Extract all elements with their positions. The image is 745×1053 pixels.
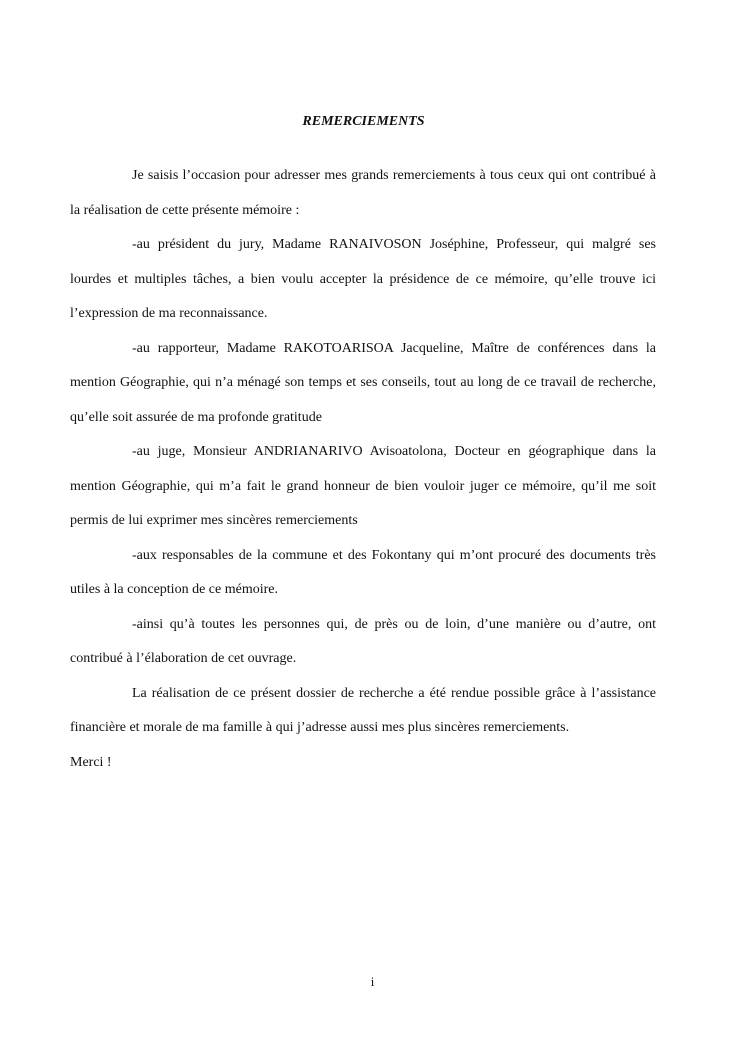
paragraph-rapporteur: -au rapporteur, Madame RAKOTOARISOA Jacqueline, Maître de conférences dans la mention Géographie, qui n’a ménagé son temps et ses conseils, tout au long de ce travail de recherche, qu’elle soit assurée de ma profonde gratitude: [70, 340, 656, 425]
paragraph-responsables: -aux responsables de la commune et des Fokontany qui m’ont procuré des documents très utiles à la conception de ce mémoire.: [70, 547, 656, 597]
paragraph-famille: La réalisation de ce présent dossier de recherche a été rendue possible grâce à l’assistance financière et morale de ma famille à qui j’adresse aussi mes plus sincères remerciements.: [70, 685, 656, 735]
paragraph-personnes: -ainsi qu’à toutes les personnes qui, de près ou de loin, d’une manière ou d’autre, ont contribué à l’élaboration de cet ouvrage.: [70, 616, 656, 666]
paragraph-merci: Merci !: [70, 754, 112, 770]
acknowledgements-body: [70, 159, 656, 780]
paragraph-intro: Je saisis l’occasion pour adresser mes grands remerciements à tous ceux qui ont contribué à la réalisation de cette présente mémoire :: [70, 168, 656, 218]
page-number: i: [370, 974, 375, 989]
paragraph-president: -au président du jury, Madame RANAIVOSON Joséphine, Professeur, qui malgré ses lourdes et multiples tâches, a bien voulu accepter la présidence de ce mémoire, qu’elle trouve ici l’expression de ma reconnaissance.: [70, 237, 656, 321]
paragraph-juge: -au juge, Monsieur ANDRIANARIVO Avisoatolona, Docteur en géographique dans la mention Géographie, qui m’a fait le grand honneur de bien vouloir juger ce mémoire, qu’il me soit permis de lui exprimer mes sincères remerciements: [70, 444, 656, 528]
page-title: REMERCIEMENTS: [302, 114, 425, 129]
